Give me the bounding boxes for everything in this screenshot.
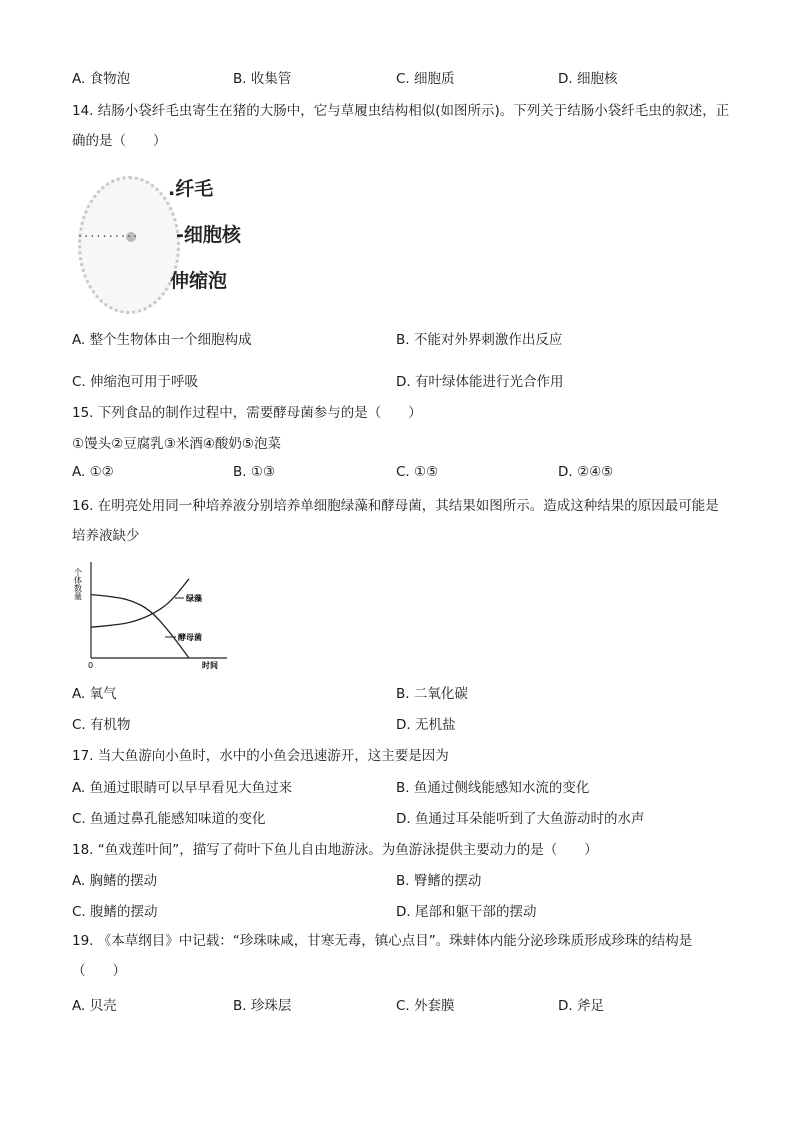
q13-option-a: A. 食物泡 (72, 71, 131, 87)
q14-stem: 14. 结肠小袋纤毛虫寄生在猪的大肠中，它与草履虫结构相似(如图所示)。下列关于结肠小袋纤毛虫的叙述，正确的是（ ） (72, 103, 730, 149)
q17-option-c: C. 鱼通过鼻孔能感知味道的变化 (72, 811, 266, 827)
q17-stem: 17. 当大鱼游向小鱼时，水中的小鱼会迅速游开，这主要是因为 (72, 748, 449, 764)
cell-outline (78, 176, 180, 314)
q16-option-c: C. 有机物 (72, 717, 131, 733)
y-axis-label: 个体数量 (73, 568, 83, 600)
q13-option-b: B. 收集管 (233, 71, 292, 87)
q15-items: ①馒头②豆腐乳③米酒④酸奶⑤泡菜 (72, 436, 282, 452)
q16-option-a: A. 氧气 (72, 686, 117, 702)
label-nucleus: -细胞核 (176, 224, 241, 246)
q16-option-d: D. 无机盐 (396, 717, 456, 733)
q17-option-b: B. 鱼通过侧线能感知水流的变化 (396, 780, 590, 796)
q17-option-d: D. 鱼通过耳朵能听到了大鱼游动时的水声 (396, 811, 645, 827)
q18-option-b: B. 臀鳍的摆动 (396, 873, 482, 889)
q18-stem: 18. “鱼戏莲叶间”，描写了荷叶下鱼儿自由地游泳。为鱼游泳提供主要动力的是（ ） (72, 842, 598, 858)
q15-option-d: D. ②④⑤ (558, 464, 614, 480)
q15-stem: 15. 下列食品的制作过程中，需要酵母菌参与的是（ ） (72, 405, 422, 421)
q16-option-b: B. 二氧化碳 (396, 686, 468, 702)
q14-option-b: B. 不能对外界刺激作出反应 (396, 332, 563, 348)
q14-option-d: D. 有叶绿体能进行光合作用 (396, 374, 564, 390)
series-label-yeast: 酵母菌 (178, 633, 202, 642)
x-axis-label: 时间 (202, 661, 218, 670)
label-cilia: .纤毛 (168, 178, 214, 200)
q13-option-c: C. 细胞质 (396, 71, 455, 87)
q18-option-d: D. 尾部和躯干部的摆动 (396, 904, 537, 920)
q15-option-c: C. ①⑤ (396, 464, 439, 480)
q18-option-a: A. 胸鳍的摆动 (72, 873, 158, 889)
growth-chart (72, 560, 242, 675)
series-line-green-algae (91, 579, 189, 627)
q15-option-b: B. ①③ (233, 464, 276, 480)
q14-option-a: A. 整个生物体由一个细胞构成 (72, 332, 252, 348)
series-label-green-algae: 绿藻 (186, 594, 202, 603)
q19-option-a: A. 贝壳 (72, 998, 117, 1014)
q19-stem: 19. 《本草纲目》中记载：“珍珠味咸，甘寒无毒，镇心点目”。珠蚌体内能分泌珍珠质形成珍珠的结构是（ ） (72, 933, 693, 979)
q14-option-c: C. 伸缩泡可用于呼吸 (72, 374, 199, 390)
q15-option-a: A. ①② (72, 464, 114, 480)
q18-option-c: C. 腹鳍的摆动 (72, 904, 158, 920)
q19-option-b: B. 珍珠层 (233, 998, 292, 1014)
q19-option-c: C. 外套膜 (396, 998, 455, 1014)
q16-stem: 16. 在明亮处用同一种培养液分别培养单细胞绿藻和酵母菌，其结果如图所示。造成这种结果的原因最可能是培养液缺少 (72, 498, 719, 544)
q19-option-d: D. 斧足 (558, 998, 604, 1014)
q13-option-d: D. 细胞核 (558, 71, 618, 87)
pointer-dots: ·········· (78, 230, 140, 245)
label-vacuole: 伸缩泡 (170, 270, 228, 292)
paramecium-figure (72, 172, 302, 312)
origin-label: 0 (88, 661, 94, 670)
q17-option-a: A. 鱼通过眼睛可以早早看见大鱼过来 (72, 780, 293, 796)
